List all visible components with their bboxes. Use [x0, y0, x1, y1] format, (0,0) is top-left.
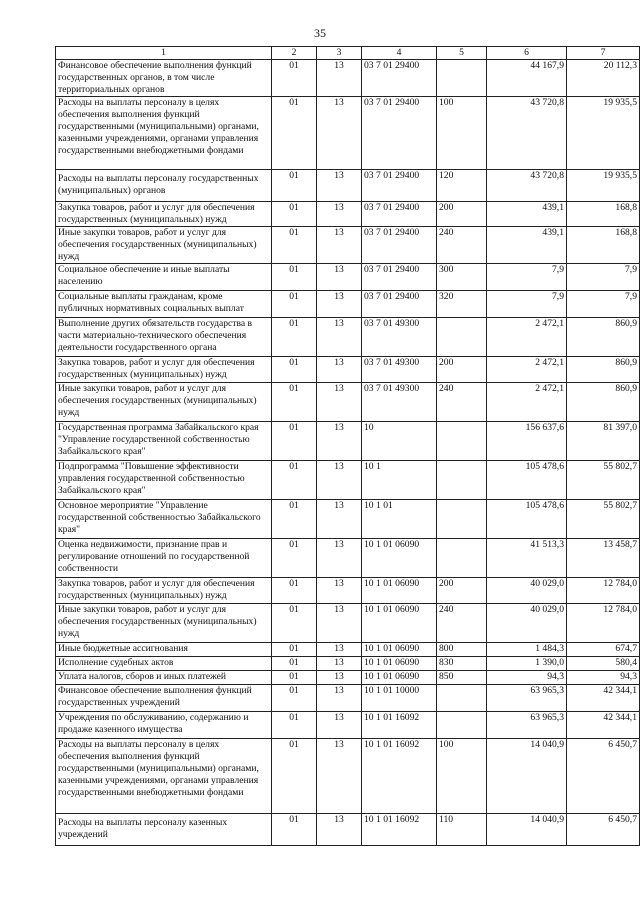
row-subsection-code: 13: [317, 657, 362, 671]
row-subsection-code: 13: [317, 97, 362, 170]
row-section-code: 01: [272, 685, 317, 712]
row-expense-code: [437, 500, 487, 539]
row-expense-code: 240: [437, 383, 487, 422]
row-name: [56, 539, 272, 578]
row-name-text: Финансовое обеспечение выполнения функций государственных органов, в том числе территориальных органов: [58, 60, 252, 95]
row-expense-code: 200: [437, 357, 487, 383]
row-subsection-code: 13: [317, 461, 362, 500]
row-amount-plan: 156 637,6: [487, 422, 567, 461]
row-amount-plan: 2 472,1: [487, 383, 567, 422]
row-target-code: 10 1 01 16092: [362, 814, 437, 846]
row-expense-code: 200: [437, 202, 487, 227]
row-target-code: 10 1 01 06090: [362, 671, 437, 685]
table-row: [56, 170, 640, 202]
row-name: [56, 97, 272, 170]
row-subsection-code: 13: [317, 291, 362, 318]
row-amount-actual: 7,9: [567, 264, 640, 291]
table-row: [56, 60, 640, 97]
row-section-code: 01: [272, 97, 317, 170]
table-row: [56, 500, 640, 539]
row-name: [56, 500, 272, 539]
row-name: [56, 264, 272, 291]
row-name-text: Закупка товаров, работ и услуг для обеспечения государственных (муниципальных) нужд: [58, 578, 255, 601]
row-name: [56, 357, 272, 383]
row-target-code: 10 1 01 06090: [362, 643, 437, 657]
row-amount-plan: 1 390,0: [487, 657, 567, 671]
row-expense-code: 320: [437, 291, 487, 318]
row-subsection-code: 13: [317, 685, 362, 712]
row-name: [56, 814, 272, 846]
row-name-text: Расходы на выплаты персоналу в целях обеспечения выполнения функций государственными (муниципальными) органами, казенными учреждениями, органами управления государственными внебюджетными фондами: [58, 739, 259, 798]
row-amount-plan: 2 472,1: [487, 318, 567, 357]
table-row: [56, 357, 640, 383]
row-name: [56, 671, 272, 685]
row-name: [56, 461, 272, 500]
table-row: [56, 712, 640, 739]
row-section-code: 01: [272, 657, 317, 671]
row-name-text: Иные закупки товаров, работ и услуг для обеспечения государственных (муниципальных) нужд: [58, 604, 257, 639]
row-section-code: 01: [272, 202, 317, 227]
row-section-code: 01: [272, 60, 317, 97]
row-name: [56, 422, 272, 461]
table-row: [56, 202, 640, 227]
row-amount-actual: 168,8: [567, 227, 640, 264]
row-amount-actual: 580,4: [567, 657, 640, 671]
column-header: 1: [56, 47, 272, 60]
table-row: [56, 604, 640, 643]
table-row: [56, 643, 640, 657]
column-header: 5: [437, 47, 487, 60]
row-name: [56, 604, 272, 643]
row-target-code: 03 7 01 49300: [362, 318, 437, 357]
row-target-code: 10 1 01 16092: [362, 739, 437, 814]
row-subsection-code: 13: [317, 578, 362, 604]
row-amount-actual: 42 344,1: [567, 685, 640, 712]
row-amount-plan: 40 029,0: [487, 604, 567, 643]
row-amount-plan: 40 029,0: [487, 578, 567, 604]
table-row: [56, 227, 640, 264]
row-amount-actual: 7,9: [567, 291, 640, 318]
row-target-code: 03 7 01 49300: [362, 357, 437, 383]
row-name-text: Закупка товаров, работ и услуг для обеспечения государственных (муниципальных) нужд: [58, 357, 255, 380]
row-target-code: 10 1 01 06090: [362, 578, 437, 604]
row-name-text: Выполнение других обязательств государства в части материально-технического обеспечения деятельности государственного органа: [58, 318, 253, 353]
table-header-row: [56, 47, 640, 60]
table-row: [56, 318, 640, 357]
row-subsection-code: 13: [317, 170, 362, 202]
row-target-code: 10 1 01: [362, 500, 437, 539]
row-amount-actual: 860,9: [567, 318, 640, 357]
table-row: [56, 685, 640, 712]
row-name: [56, 318, 272, 357]
table-row: [56, 422, 640, 461]
row-name-text: Социальное обеспечение и иные выплаты населению: [58, 264, 230, 287]
row-amount-plan: 43 720,8: [487, 170, 567, 202]
row-name-text: Расходы на выплаты персоналу в целях обеспечения выполнения функций государственными (муниципальными) органами, казенными учреждениями, органами управления государственными внебюджетными фондами: [58, 97, 259, 156]
row-expense-code: [437, 712, 487, 739]
row-expense-code: 830: [437, 657, 487, 671]
row-name: [56, 578, 272, 604]
row-subsection-code: 13: [317, 671, 362, 685]
row-name: [56, 170, 272, 202]
budget-table: [55, 46, 640, 846]
row-section-code: 01: [272, 739, 317, 814]
row-amount-actual: 55 802,7: [567, 461, 640, 500]
row-target-code: 10 1 01 06090: [362, 604, 437, 643]
row-section-code: 01: [272, 671, 317, 685]
row-target-code: 03 7 01 29400: [362, 60, 437, 97]
row-name-text: Иные бюджетные ассигнования: [58, 643, 188, 654]
row-expense-code: [437, 461, 487, 500]
row-amount-plan: 439,1: [487, 227, 567, 264]
row-name-text: Иные закупки товаров, работ и услуг для обеспечения государственных (муниципальных) нужд: [58, 227, 257, 262]
row-section-code: 01: [272, 264, 317, 291]
table-row: [56, 264, 640, 291]
row-name-text: Расходы на выплаты персоналу казенных учреждений: [58, 817, 228, 840]
row-target-code: 03 7 01 29400: [362, 202, 437, 227]
table-row: [56, 671, 640, 685]
row-section-code: 01: [272, 461, 317, 500]
row-expense-code: [437, 422, 487, 461]
row-subsection-code: 13: [317, 357, 362, 383]
row-name-text: Основное мероприятие "Управление государственной собственностью Забайкальского края": [58, 500, 261, 535]
row-amount-actual: 860,9: [567, 383, 640, 422]
row-amount-actual: 12 784,0: [567, 578, 640, 604]
row-name: [56, 739, 272, 814]
row-target-code: 03 7 01 29400: [362, 170, 437, 202]
row-section-code: 01: [272, 814, 317, 846]
row-amount-actual: 168,8: [567, 202, 640, 227]
row-amount-actual: 42 344,1: [567, 712, 640, 739]
row-section-code: 01: [272, 291, 317, 318]
row-name-text: Государственная программа Забайкальского края "Управление государственной собственностью Забайкальского края": [58, 422, 259, 457]
row-expense-code: [437, 539, 487, 578]
row-section-code: 01: [272, 578, 317, 604]
column-header: 2: [272, 47, 317, 60]
row-section-code: 01: [272, 227, 317, 264]
row-target-code: 10 1: [362, 461, 437, 500]
row-amount-plan: 439,1: [487, 202, 567, 227]
row-name-text: Закупка товаров, работ и услуг для обеспечения государственных (муниципальных) нужд: [58, 202, 255, 225]
row-section-code: 01: [272, 604, 317, 643]
column-header: 3: [317, 47, 362, 60]
row-amount-plan: 1 484,3: [487, 643, 567, 657]
row-amount-actual: 12 784,0: [567, 604, 640, 643]
row-target-code: 03 7 01 29400: [362, 291, 437, 318]
row-amount-plan: 44 167,9: [487, 60, 567, 97]
row-section-code: 01: [272, 712, 317, 739]
row-subsection-code: 13: [317, 422, 362, 461]
row-subsection-code: 13: [317, 383, 362, 422]
row-name-text: Оценка недвижимости, признание прав и регулирование отношений по государственной собственности: [58, 539, 250, 574]
table-row: [56, 814, 640, 846]
row-target-code: 03 7 01 29400: [362, 97, 437, 170]
row-name-text: Иные закупки товаров, работ и услуг для обеспечения государственных (муниципальных) нужд: [58, 383, 257, 418]
row-expense-code: [437, 685, 487, 712]
row-target-code: 10 1 01 10000: [362, 685, 437, 712]
row-subsection-code: 13: [317, 202, 362, 227]
row-subsection-code: 13: [317, 60, 362, 97]
table-row: [56, 291, 640, 318]
row-section-code: 01: [272, 170, 317, 202]
row-name: [56, 383, 272, 422]
row-section-code: 01: [272, 643, 317, 657]
row-amount-plan: 105 478,6: [487, 461, 567, 500]
row-name: [56, 685, 272, 712]
row-name: [56, 60, 272, 97]
row-amount-plan: 94,3: [487, 671, 567, 685]
table-row: [56, 539, 640, 578]
row-section-code: 01: [272, 422, 317, 461]
row-name: [56, 291, 272, 318]
column-header: 6: [487, 47, 567, 60]
table-row: [56, 383, 640, 422]
row-amount-actual: 20 112,3: [567, 60, 640, 97]
row-amount-plan: 41 513,3: [487, 539, 567, 578]
row-section-code: 01: [272, 318, 317, 357]
row-amount-actual: 55 802,7: [567, 500, 640, 539]
row-amount-plan: 2 472,1: [487, 357, 567, 383]
row-target-code: 03 7 01 29400: [362, 227, 437, 264]
row-name-text: Подпрограмма "Повышение эффективности управления государственной собственностью Забайкальского края": [58, 461, 245, 496]
row-name: [56, 657, 272, 671]
row-section-code: 01: [272, 357, 317, 383]
row-expense-code: 100: [437, 97, 487, 170]
row-expense-code: [437, 60, 487, 97]
row-amount-plan: 14 040,9: [487, 739, 567, 814]
row-expense-code: 100: [437, 739, 487, 814]
row-name-text: Учреждения по обслуживанию, содержанию и продаже казенного имущества: [58, 712, 249, 735]
column-header: 4: [362, 47, 437, 60]
row-subsection-code: 13: [317, 539, 362, 578]
row-amount-plan: 14 040,9: [487, 814, 567, 846]
row-name-text: Социальные выплаты гражданам, кроме публичных нормативных социальных выплат: [58, 291, 244, 314]
row-amount-plan: 105 478,6: [487, 500, 567, 539]
row-amount-plan: 43 720,8: [487, 97, 567, 170]
row-name-text: Финансовое обеспечение выполнения функций государственных учреждений: [58, 685, 252, 708]
row-subsection-code: 13: [317, 604, 362, 643]
row-name-text: Расходы на выплаты персоналу государственных (муниципальных) органов: [58, 173, 259, 196]
row-expense-code: 850: [437, 671, 487, 685]
row-name-text: Уплата налогов, сборов и иных платежей: [58, 671, 227, 682]
row-section-code: 01: [272, 500, 317, 539]
row-amount-plan: 63 965,3: [487, 712, 567, 739]
row-subsection-code: 13: [317, 500, 362, 539]
row-name-text: Исполнение судебных актов: [58, 657, 174, 668]
table-row: [56, 657, 640, 671]
row-expense-code: 200: [437, 578, 487, 604]
row-target-code: 10: [362, 422, 437, 461]
row-expense-code: 120: [437, 170, 487, 202]
row-subsection-code: 13: [317, 814, 362, 846]
row-target-code: 10 1 01 16092: [362, 712, 437, 739]
row-amount-plan: 7,9: [487, 291, 567, 318]
row-name: [56, 643, 272, 657]
row-amount-actual: 6 450,7: [567, 739, 640, 814]
row-expense-code: [437, 318, 487, 357]
row-subsection-code: 13: [317, 712, 362, 739]
row-amount-actual: 81 397,0: [567, 422, 640, 461]
table-row: [56, 739, 640, 814]
row-subsection-code: 13: [317, 318, 362, 357]
row-expense-code: 800: [437, 643, 487, 657]
row-amount-actual: 13 458,7: [567, 539, 640, 578]
row-name: [56, 712, 272, 739]
table-row: [56, 578, 640, 604]
row-target-code: 10 1 01 06090: [362, 539, 437, 578]
row-amount-actual: 19 935,5: [567, 170, 640, 202]
row-subsection-code: 13: [317, 227, 362, 264]
row-subsection-code: 13: [317, 643, 362, 657]
row-name: [56, 202, 272, 227]
row-target-code: 10 1 01 06090: [362, 657, 437, 671]
row-name: [56, 227, 272, 264]
row-expense-code: 240: [437, 604, 487, 643]
row-target-code: 03 7 01 29400: [362, 264, 437, 291]
row-amount-actual: 860,9: [567, 357, 640, 383]
row-expense-code: 110: [437, 814, 487, 846]
row-subsection-code: 13: [317, 264, 362, 291]
table-row: [56, 461, 640, 500]
page-number: 35: [314, 26, 326, 40]
row-expense-code: 300: [437, 264, 487, 291]
row-amount-actual: 94,3: [567, 671, 640, 685]
row-amount-plan: 63 965,3: [487, 685, 567, 712]
row-amount-actual: 19 935,5: [567, 97, 640, 170]
row-amount-actual: 6 450,7: [567, 814, 640, 846]
row-target-code: 03 7 01 49300: [362, 383, 437, 422]
row-amount-plan: 7,9: [487, 264, 567, 291]
column-header: 7: [567, 47, 640, 60]
row-section-code: 01: [272, 539, 317, 578]
table-row: [56, 97, 640, 170]
row-amount-actual: 674,7: [567, 643, 640, 657]
row-expense-code: 240: [437, 227, 487, 264]
row-subsection-code: 13: [317, 739, 362, 814]
row-section-code: 01: [272, 383, 317, 422]
